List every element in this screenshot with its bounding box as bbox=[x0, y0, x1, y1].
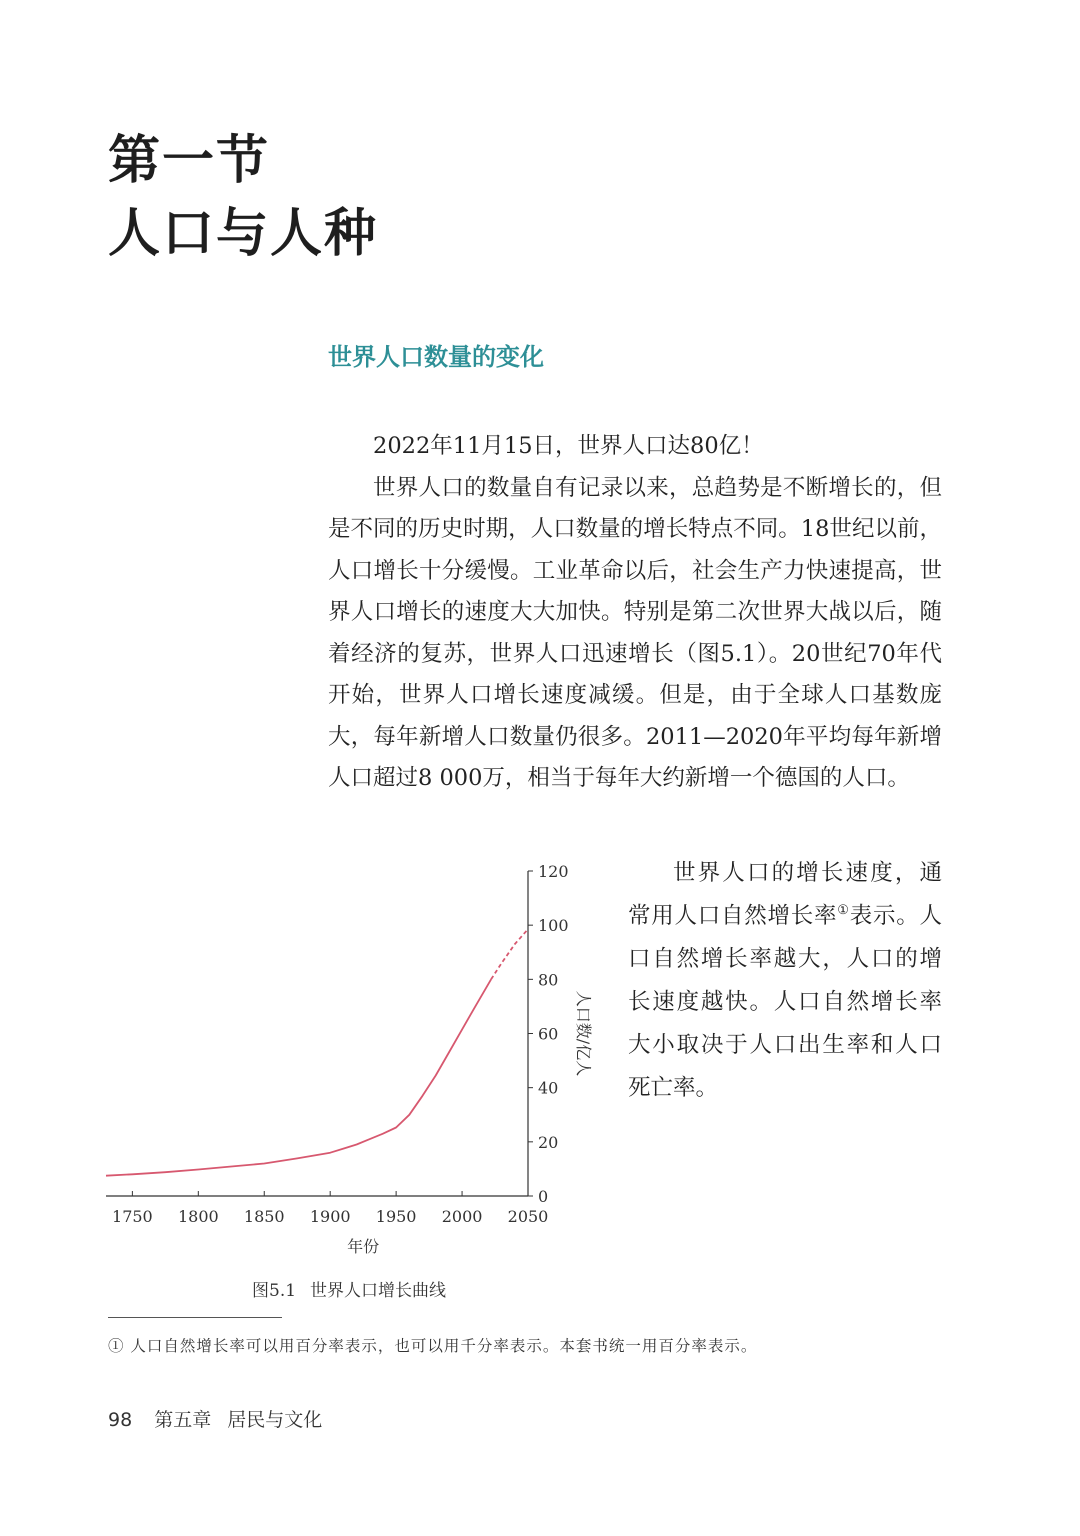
figure-number: 图5.1 bbox=[252, 1281, 297, 1301]
section-title: 人口与人种 bbox=[108, 203, 379, 264]
page-number: 98 bbox=[108, 1409, 133, 1431]
side-text-start: 世界人口的增长速度，通常用人口自然增长率 bbox=[628, 860, 942, 929]
x-axis-title: 年份 bbox=[347, 1237, 380, 1256]
x-tick-label: 2050 bbox=[507, 1207, 549, 1226]
footnote: ① 人口自然增长率可以用百分率表示，也可以用千分率表示。本套书统一用百分率表示。 bbox=[108, 1337, 758, 1355]
footnote-divider bbox=[108, 1317, 282, 1318]
chapter-title: 居民与文化 bbox=[227, 1409, 323, 1431]
projected-population-line bbox=[491, 929, 528, 979]
y-tick-label: 100 bbox=[538, 916, 569, 936]
y-tick-label: 40 bbox=[538, 1078, 559, 1098]
paragraph-population-history: 世界人口的数量自有记录以来，总趋势是不断增长的，但是不同的历史时期，人口数量的增长特点不同。18世纪以前，人口增长十分缓慢。工业革命以后，社会生产力快速提高，世界人口增长的速度大大加快。特别是第二次世界大战以后，随着经济的复苏，世界人口迅速增长（图5.1）。20世纪70年代开始，世界人口增长速度减缓。但是，由于全球人口基数庞大，每年新增人口数量仍很多。2011—2020年平均每年新增人口超过8 000万，相当于每年大约新增一个德国的人口。 bbox=[328, 474, 942, 791]
population-growth-chart bbox=[96, 850, 596, 1260]
footnote-marker: ① bbox=[837, 903, 850, 918]
x-tick-label: 1950 bbox=[375, 1207, 417, 1226]
x-tick-label: 1900 bbox=[309, 1207, 351, 1226]
paragraph-headline: 2022年11月15日，世界人口达80亿！ bbox=[373, 433, 764, 459]
x-tick-label: 1750 bbox=[112, 1207, 153, 1226]
y-tick-label: 120 bbox=[538, 862, 569, 881]
side-paragraph bbox=[628, 852, 942, 1110]
y-tick-label: 80 bbox=[538, 970, 559, 990]
population-line bbox=[106, 979, 491, 1175]
x-tick-label: 2000 bbox=[441, 1207, 483, 1226]
x-tick-label: 1850 bbox=[243, 1207, 285, 1226]
y-axis-title: 人口数/亿人 bbox=[574, 990, 593, 1077]
side-text-end: 表示。人口自然增长率越大，人口的增长速度越快。人口自然增长率大小取决于人口出生率和人口死亡率。 bbox=[628, 903, 942, 1101]
x-tick-label: 1800 bbox=[177, 1207, 219, 1226]
subsection-heading: 世界人口数量的变化 bbox=[328, 342, 544, 371]
figure-title: 世界人口增长曲线 bbox=[310, 1281, 447, 1301]
y-tick-label: 0 bbox=[538, 1187, 549, 1206]
section-number: 第一节 bbox=[108, 130, 271, 191]
page-footer bbox=[108, 1405, 322, 1432]
y-tick-label: 60 bbox=[538, 1024, 559, 1044]
chapter-number: 第五章 bbox=[154, 1409, 212, 1431]
main-body bbox=[328, 426, 942, 800]
y-tick-label: 20 bbox=[538, 1132, 559, 1152]
figure-caption bbox=[252, 1276, 446, 1301]
